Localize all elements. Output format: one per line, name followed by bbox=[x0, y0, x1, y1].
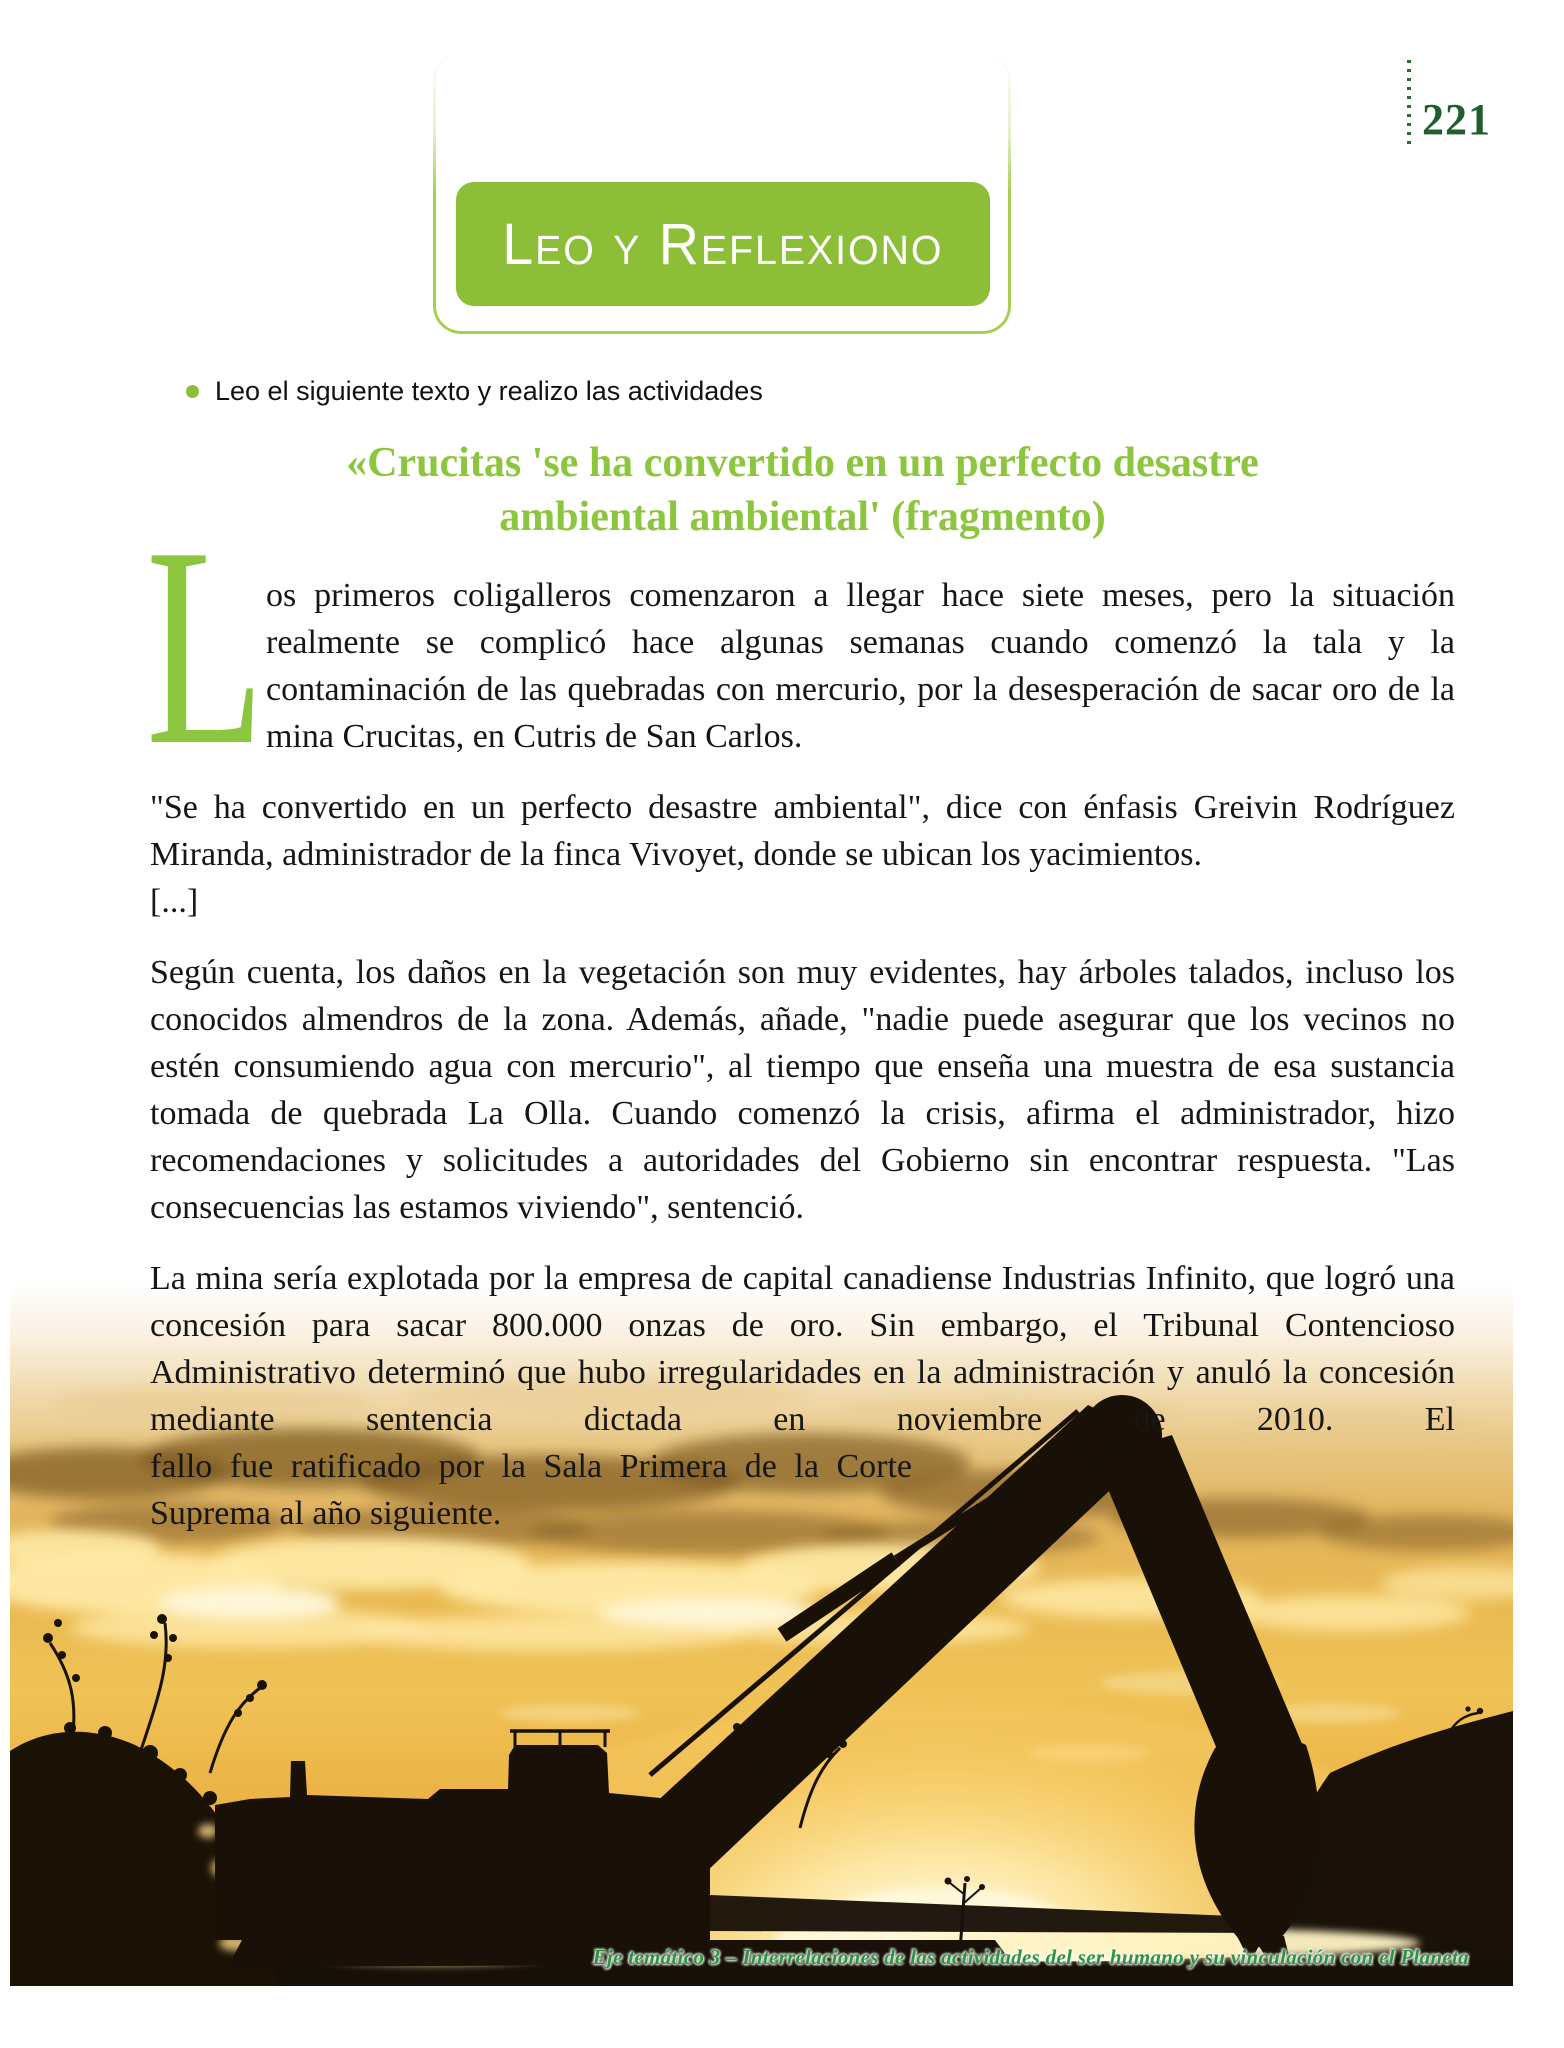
title-line-2: ambiental ambiental' (fragmento) bbox=[499, 494, 1106, 540]
photo-caption: Eje temático 3 – Interrelaciones de las actividades del ser humano y su vinculación con el Planeta bbox=[592, 1945, 1469, 1969]
badge-label: Leo y Reflexiono bbox=[502, 211, 944, 277]
paragraph-4-continued: fallo fue ratificado por la Sala Primera de la Corte Suprema al año siguiente. bbox=[150, 1448, 912, 1532]
article-title bbox=[150, 436, 1455, 544]
paragraph-3: Según cuenta, los daños en la vegetación son muy evidentes, hay árboles talados, incluso los conocidos almendros de la zona. Además, añade, "nadie puede asegurar que los vecinos no estén consumiendo agua con mercurio", al tiempo que enseña una muestra de esa sustancia tomada de quebrada La Olla. Cuando comenzó la crisis, afirma el administrador, hizo recomendaciones y solicitudes a autoridades del Gobierno sin encontrar respuesta. "Las consecuencias las estamos viviendo", sentenció. bbox=[150, 954, 1455, 1226]
title-line-1: «Crucitas 'se ha convertido en un perfecto desastre bbox=[346, 440, 1259, 486]
paragraph-4: La mina sería explotada por la empresa de capital canadiense Industrias Infinito, que logró una concesión para sacar 800.000 onzas de oro. Sin embargo, el Tribunal Contencioso Administrativo determinó que hubo irregularidades en la administración y anuló la concesión mediante sentencia dictada en noviembre de 2010. El bbox=[150, 1260, 1455, 1438]
paragraph-2-ellipsis: [...] bbox=[150, 883, 199, 920]
paragraph-2: "Se ha convertido en un perfecto desastre ambiental", dice con énfasis Greivin Rodríguez Miranda, administrador de la finca Vivoyet, donde se ubican los yacimientos. bbox=[150, 789, 1455, 873]
intro-text: Leo el siguiente texto y realizo las actividades bbox=[215, 376, 763, 406]
dotted-rule bbox=[1407, 60, 1411, 144]
dropcap-letter: L bbox=[146, 488, 265, 804]
paragraph-1-text: os primeros coligalleros comenzaron a llegar hace siete meses, pero la situación realmente se complicó hace algunas semanas cuando comenzó la tala y la contaminación de las quebradas con mercurio, por la desesperación de sacar oro de la mina Crucitas, en Cutris de San Carlos. bbox=[266, 577, 1455, 755]
leo-y-reflexiono-badge bbox=[456, 182, 990, 306]
intro-line bbox=[186, 376, 763, 407]
bullet-icon bbox=[186, 385, 199, 398]
page-number: 221 bbox=[1422, 95, 1491, 144]
